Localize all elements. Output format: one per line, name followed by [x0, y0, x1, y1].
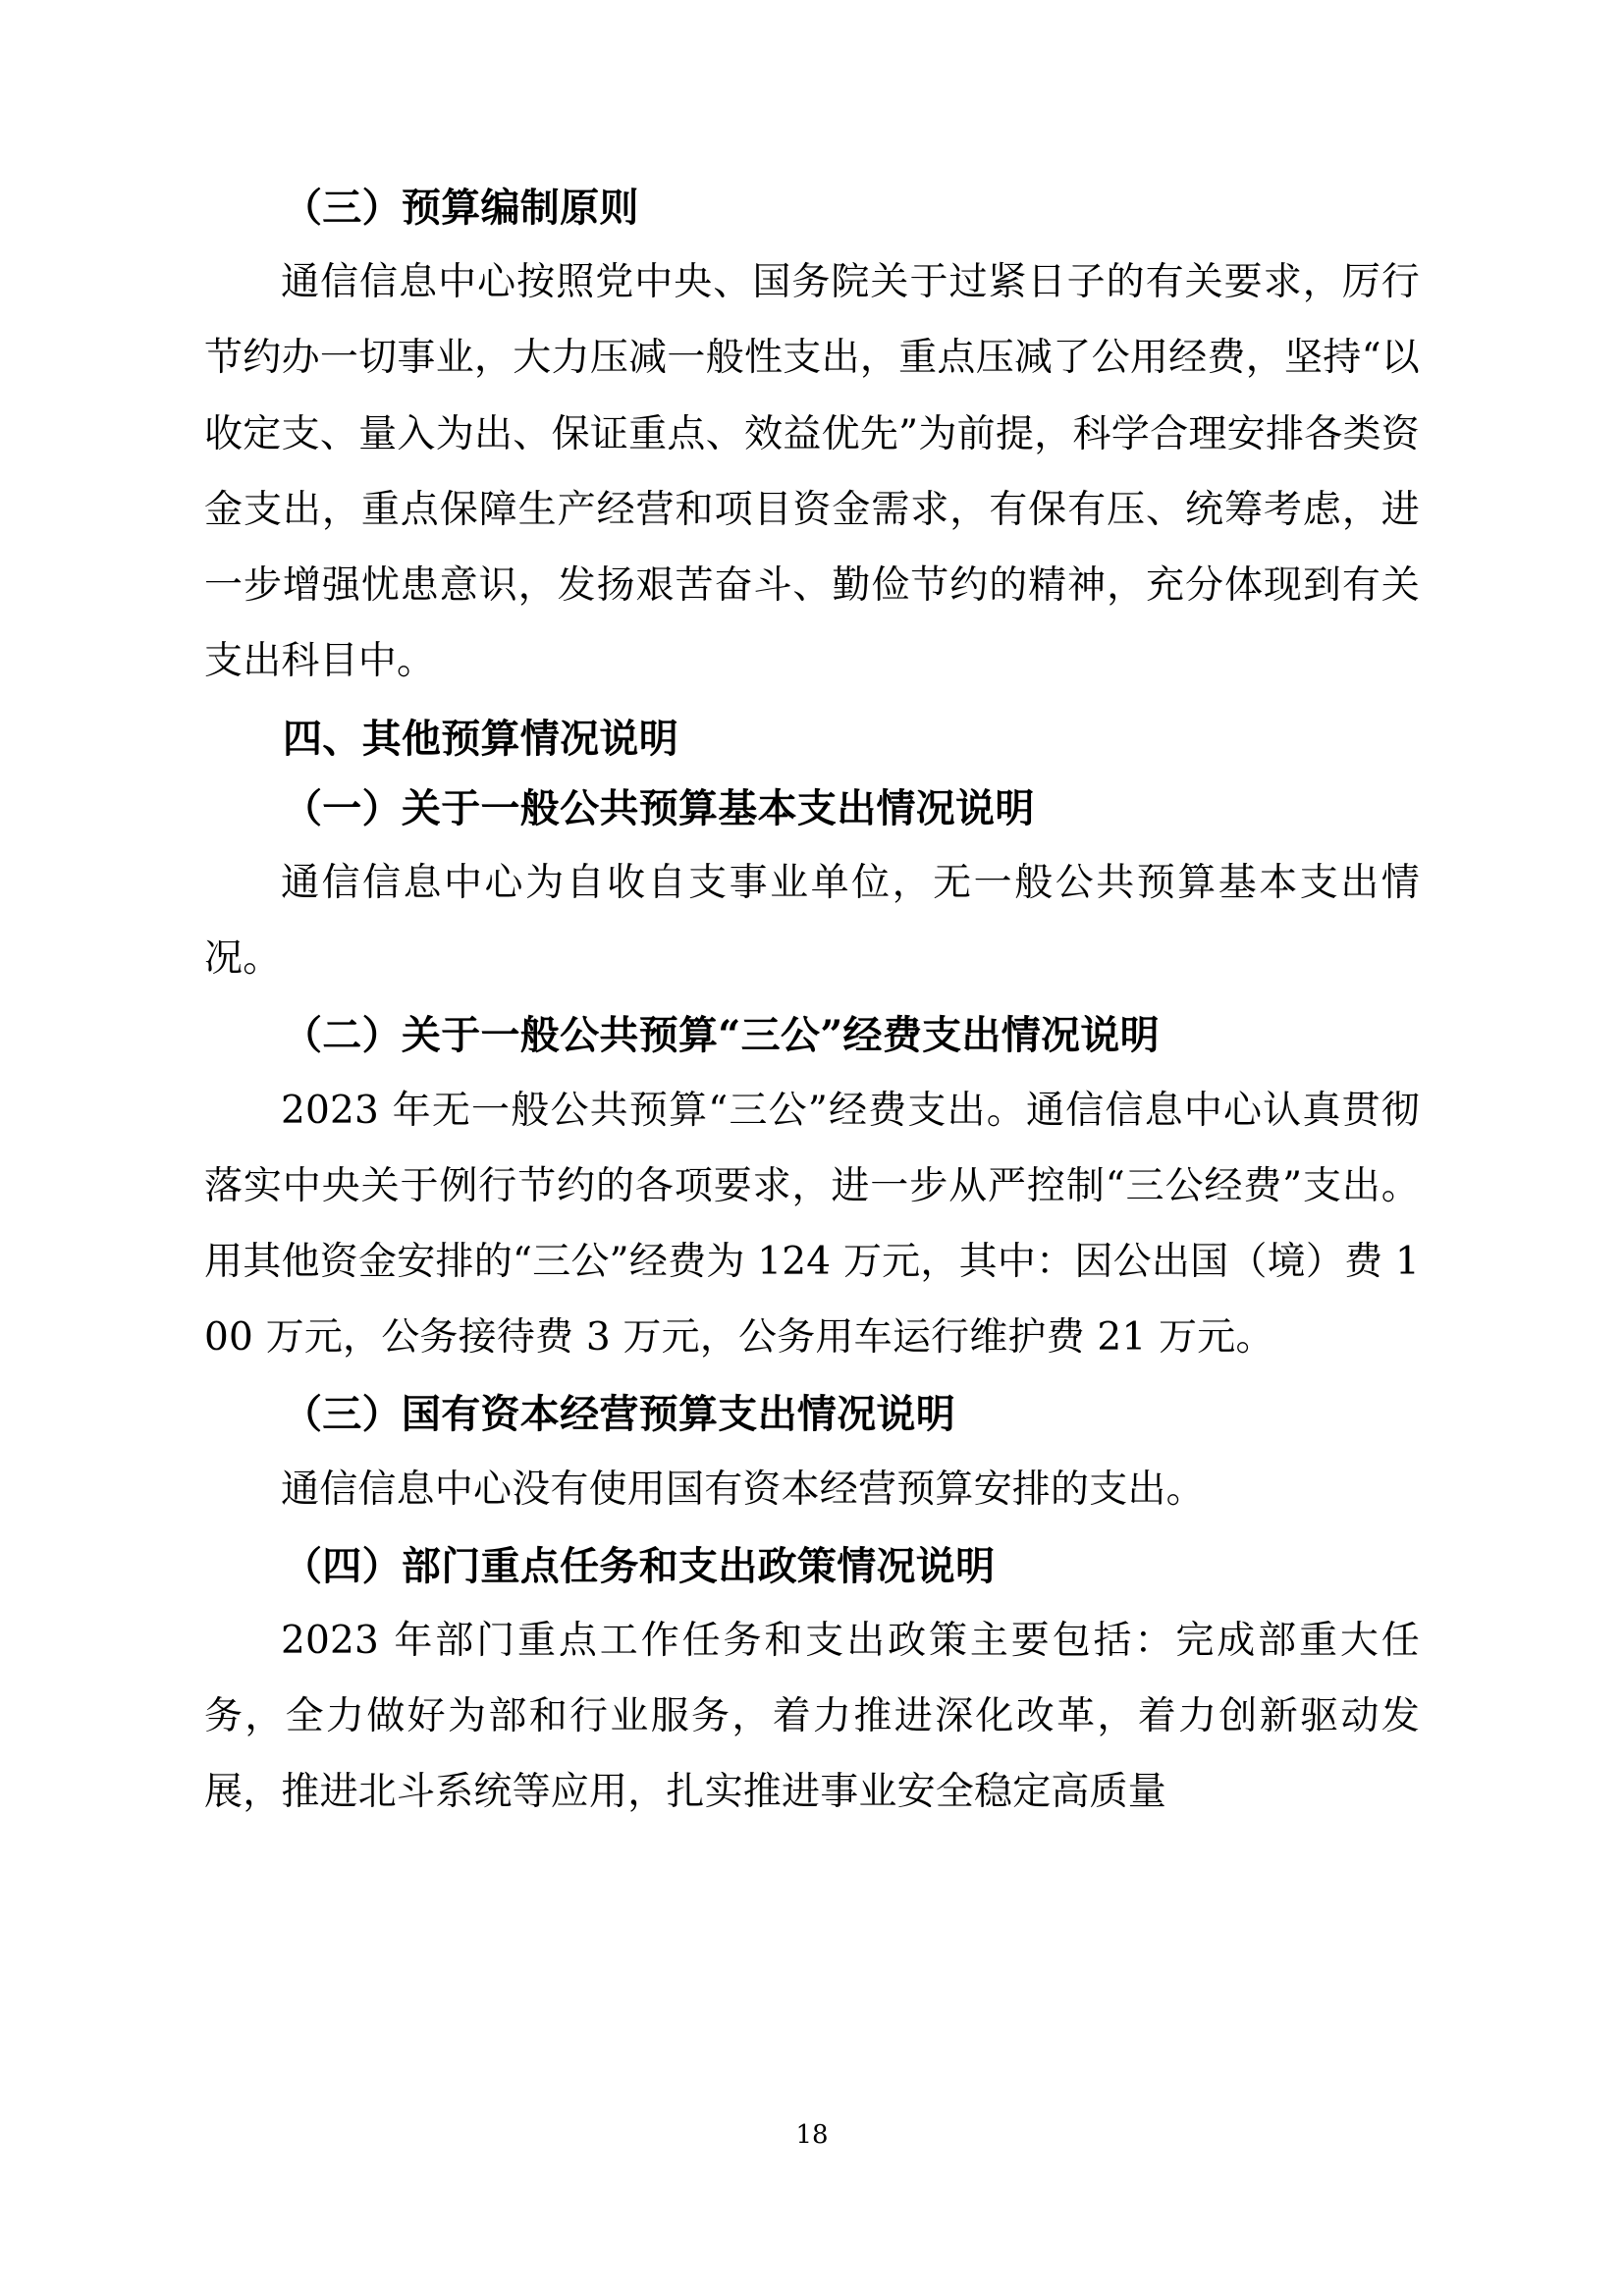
heading-state-capital-operating-budget: （三）国有资本经营预算支出情况说明	[283, 1391, 956, 1438]
heading-budget-principles: （三）预算编制原则	[283, 185, 639, 231]
paragraph-state-capital-operating-budget: 通信信息中心没有使用国有资本经营预算安排的支出。	[281, 1467, 1205, 1512]
heading-other-budget-notes: 四、其他预算情况说明	[283, 715, 678, 762]
paragraph-three-public-expenses: 2023 年无一般公共预算“三公”经费支出。通信信息中心认真贯彻落实中央关于例行节约的各项要求，进一步从严控制“三公经费”支出。用其他资金安排的“三公”经费为 124 万元，其中：因公出国（境）费 100 万元，公务接待费 3 万元，公务用车运行维护费 21 万元。	[204, 1088, 1420, 1361]
paragraph-general-public-budget-basic-expenditure: 通信信息中心为自收自支事业单位，无一般公共预算基本支出情况。	[204, 860, 1420, 982]
page-number: 18	[795, 2120, 829, 2150]
document-body	[204, 175, 1420, 1833]
heading-general-public-budget-basic-expenditure: （一）关于一般公共预算基本支出情况说明	[283, 784, 1035, 831]
heading-key-tasks-and-expenditure-policy: （四）部门重点任务和支出政策情况说明	[283, 1542, 996, 1589]
paragraph-key-tasks-and-expenditure-policy: 2023 年部门重点工作任务和支出政策主要包括：完成部重大任务，全力做好为部和行业服务，着力推进深化改革，着力创新驱动发展，推进北斗系统等应用，扎实推进事业安全稳定高质量	[204, 1618, 1420, 1815]
paragraph-budget-principles: 通信信息中心按照党中央、国务院关于过紧日子的有关要求，厉行节约办一切事业，大力压减一般性支出，重点压减了公用经费，坚持“以收定支、量入为出、保证重点、效益优先”为前提，科学合理安排各类资金支出，重点保障生产经营和项目资金需求，有保有压、统筹考虑，进一步增强忧患意识，发扬艰苦奋斗、勤俭节约的精神，充分体现到有关支出科目中。	[204, 260, 1420, 684]
heading-three-public-expenses: （二）关于一般公共预算“三公”经费支出情况说明	[283, 1012, 1160, 1059]
